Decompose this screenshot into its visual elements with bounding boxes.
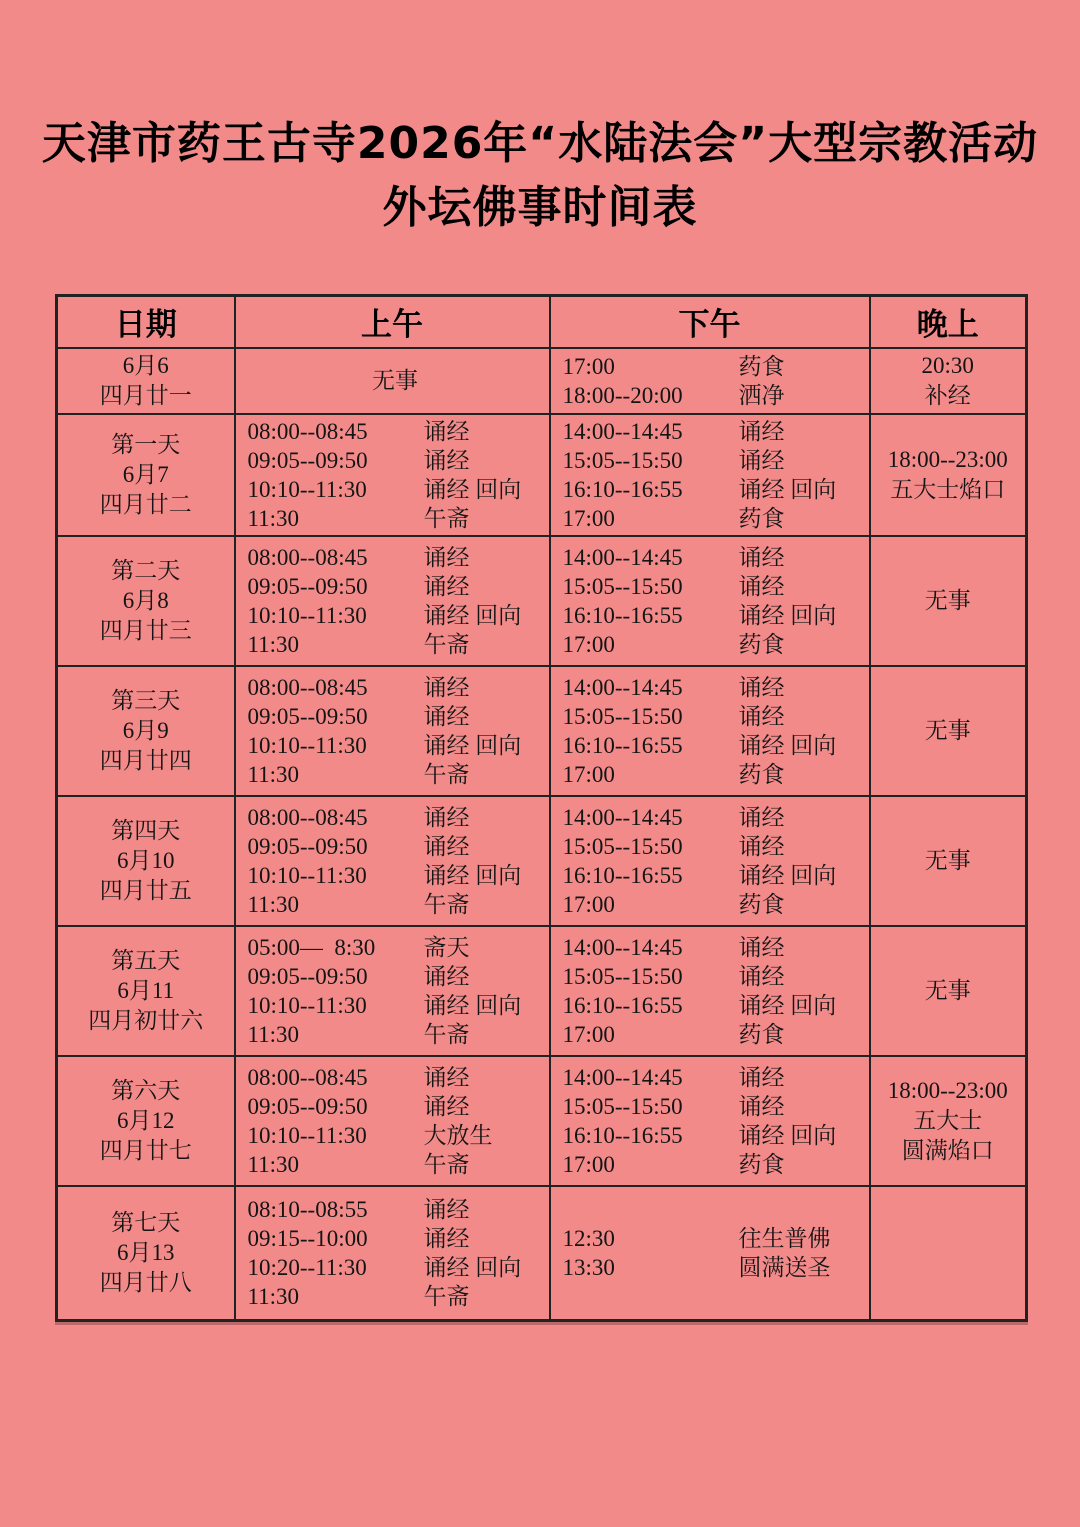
schedule-entry	[563, 1121, 863, 1150]
entry-time: 10:10--11:30	[247, 862, 367, 888]
entry-activity: 诵经	[423, 674, 470, 700]
date-line: 第七天	[111, 1209, 181, 1235]
entry-activity: 诵经	[738, 447, 785, 473]
page-title	[0, 0, 1080, 240]
date-cell	[57, 666, 235, 796]
entry-activity: 诵经 回向	[738, 732, 837, 758]
schedule-entry	[248, 1253, 543, 1282]
entry-time: 16:10--16:55	[562, 476, 683, 502]
schedule-entry	[563, 601, 863, 630]
entry-activity: 斋天	[423, 934, 470, 960]
schedule-entry	[248, 890, 543, 919]
entry-activity: 诵经	[423, 1196, 470, 1222]
entry-time: 17:00	[562, 353, 615, 379]
date-cell	[57, 926, 235, 1056]
entry-activity: 诵经	[738, 1093, 785, 1119]
entry-activity: 诵经 回向	[423, 476, 522, 502]
evening-line: 18:00--23:00	[887, 1077, 1008, 1103]
date-line: 6月11	[117, 977, 175, 1003]
entry-time: 15:05--15:50	[562, 447, 683, 473]
entry-activity: 诵经	[423, 804, 470, 830]
schedule-entry	[248, 861, 543, 890]
entry-activity: 洒净	[738, 382, 785, 408]
evening-cell	[870, 536, 1027, 666]
entry-activity: 诵经	[423, 544, 470, 570]
entry-activity: 诵经	[738, 934, 785, 960]
evening-line: 五大士	[913, 1107, 983, 1133]
table-row	[57, 666, 1027, 796]
schedule-entry	[248, 1121, 543, 1150]
schedule-entry	[248, 1195, 543, 1224]
entry-time: 09:05--09:50	[247, 573, 368, 599]
date-line: 第四天	[111, 817, 181, 843]
schedule-entry	[563, 803, 863, 832]
schedule-entry	[248, 673, 543, 702]
schedule-entry	[563, 832, 863, 861]
evening-line: 补经	[924, 382, 971, 408]
entry-activity: 诵经	[423, 833, 470, 859]
schedule-entry	[563, 543, 863, 572]
entry-time: 15:05--15:50	[562, 963, 683, 989]
afternoon-cell	[550, 796, 870, 926]
entry-activity: 午斋	[423, 1151, 470, 1177]
entry-time: 15:05--15:50	[562, 703, 683, 729]
entry-activity: 药食	[738, 353, 785, 379]
afternoon-cell	[550, 666, 870, 796]
evening-cell	[870, 348, 1027, 414]
entry-activity: 午斋	[423, 1021, 470, 1047]
entry-activity: 午斋	[423, 891, 470, 917]
schedule-entry	[248, 572, 543, 601]
table-row	[57, 926, 1027, 1056]
entry-activity: 药食	[738, 1151, 785, 1177]
entry-activity: 药食	[738, 631, 785, 657]
entry-time: 17:00	[562, 761, 615, 787]
date-line: 四月廿二	[99, 491, 192, 517]
entry-time: 08:10--08:55	[247, 1196, 368, 1222]
header-cell-date: 日期	[57, 296, 235, 348]
entry-activity: 诵经	[423, 1225, 470, 1251]
schedule-entry	[563, 352, 863, 381]
evening-line: 18:00--23:00	[887, 446, 1008, 472]
table-row	[57, 536, 1027, 666]
entry-time: 17:00	[562, 505, 615, 531]
date-cell	[57, 536, 235, 666]
entry-activity: 往生普佛	[738, 1225, 831, 1251]
entry-time: 16:10--16:55	[562, 1122, 683, 1148]
entry-activity: 圆满送圣	[738, 1254, 831, 1280]
entry-time: 05:00— 8:30	[247, 934, 376, 960]
schedule-entry	[248, 417, 543, 446]
entry-time: 09:05--09:50	[247, 963, 368, 989]
schedule-entry	[248, 601, 543, 630]
entry-activity: 诵经	[423, 963, 470, 989]
evening-line: 20:30	[921, 352, 974, 378]
entry-time: 14:00--14:45	[562, 544, 683, 570]
entry-activity: 诵经 回向	[738, 476, 837, 502]
entry-time: 09:05--09:50	[247, 703, 368, 729]
entry-activity: 诵经	[423, 1064, 470, 1090]
entry-time: 15:05--15:50	[562, 573, 683, 599]
entry-time: 15:05--15:50	[562, 833, 683, 859]
morning-cell	[235, 536, 550, 666]
entry-time: 10:10--11:30	[247, 602, 367, 628]
schedule-entry	[248, 832, 543, 861]
entry-time: 09:05--09:50	[247, 447, 368, 473]
schedule-entry	[248, 1150, 543, 1179]
date-cell	[57, 348, 235, 414]
evening-cell	[870, 1056, 1027, 1186]
schedule-entry	[563, 1150, 863, 1179]
no-event-text: 无事	[372, 367, 418, 393]
entry-time: 13:30	[562, 1254, 615, 1280]
date-cell	[57, 1186, 235, 1321]
entry-activity: 诵经	[738, 963, 785, 989]
evening-line: 五大士焰口	[890, 476, 1006, 502]
schedule-entry	[563, 991, 863, 1020]
morning-cell	[235, 1186, 550, 1321]
evening-cell	[870, 1186, 1027, 1321]
entry-time: 08:00--08:45	[247, 1064, 368, 1090]
table-row	[57, 1186, 1027, 1321]
schedule-entry	[248, 760, 543, 789]
entry-activity: 诵经 回向	[423, 602, 522, 628]
entry-activity: 诵经	[423, 418, 470, 444]
entry-activity: 午斋	[423, 505, 470, 531]
schedule-entry	[563, 861, 863, 890]
afternoon-cell	[550, 926, 870, 1056]
entry-activity: 诵经	[738, 1064, 785, 1090]
afternoon-cell	[550, 414, 870, 536]
morning-cell	[235, 796, 550, 926]
entry-activity: 诵经 回向	[423, 1254, 522, 1280]
entry-time: 17:00	[562, 891, 615, 917]
date-line: 6月7	[122, 461, 169, 487]
entry-activity: 诵经 回向	[738, 602, 837, 628]
page-title-line1: 天津市药王古寺2026年“水陆法会”大型宗教活动	[41, 118, 1039, 169]
date-line: 四月廿五	[99, 877, 192, 903]
date-line: 四月廿四	[99, 747, 192, 773]
schedule-entry	[563, 381, 863, 410]
schedule-entry	[563, 962, 863, 991]
entry-time: 09:15--10:00	[247, 1225, 368, 1251]
entry-time: 14:00--14:45	[562, 418, 683, 444]
schedule-entry	[563, 417, 863, 446]
entry-activity: 诵经	[738, 418, 785, 444]
entry-activity: 午斋	[423, 631, 470, 657]
entry-time: 08:00--08:45	[247, 804, 368, 830]
schedule-entry	[248, 630, 543, 659]
entry-time: 08:00--08:45	[247, 674, 368, 700]
entry-activity: 诵经	[738, 573, 785, 599]
no-event-text: 无事	[924, 977, 971, 1003]
schedule-entry	[248, 933, 543, 962]
evening-cell	[870, 666, 1027, 796]
afternoon-cell	[550, 536, 870, 666]
header-cell-afternoon: 下午	[550, 296, 870, 348]
entry-time: 17:00	[562, 631, 615, 657]
schedule-entry	[248, 731, 543, 760]
header-cell-morning: 上午	[235, 296, 550, 348]
header-cell-evening: 晚上	[870, 296, 1027, 348]
entry-time: 11:30	[247, 891, 300, 917]
date-line: 6月8	[122, 587, 169, 613]
entry-activity: 诵经	[738, 674, 785, 700]
schedule-entry	[248, 504, 543, 533]
schedule-entry	[563, 446, 863, 475]
entry-time: 11:30	[247, 505, 300, 531]
entry-activity: 药食	[738, 891, 785, 917]
date-line: 6月13	[117, 1239, 175, 1265]
schedule-entry	[248, 1224, 543, 1253]
schedule-entry	[563, 1224, 863, 1253]
header-row	[57, 296, 1027, 348]
morning-cell	[235, 1056, 550, 1186]
entry-time: 10:20--11:30	[247, 1254, 367, 1280]
schedule-entry	[248, 962, 543, 991]
date-cell	[57, 1056, 235, 1186]
date-line: 第三天	[111, 687, 181, 713]
date-line: 6月10	[117, 847, 175, 873]
morning-cell	[235, 348, 550, 414]
entry-time: 14:00--14:45	[562, 934, 683, 960]
entry-activity: 午斋	[423, 761, 470, 787]
entry-time: 11:30	[247, 761, 300, 787]
no-event-text: 无事	[924, 717, 971, 743]
date-line: 第一天	[111, 431, 181, 457]
schedule-table	[55, 294, 1028, 1322]
entry-activity: 诵经	[423, 447, 470, 473]
entry-time: 16:10--16:55	[562, 862, 683, 888]
afternoon-cell	[550, 348, 870, 414]
table-row	[57, 414, 1027, 536]
entry-time: 11:30	[247, 1283, 300, 1309]
entry-activity: 诵经	[738, 804, 785, 830]
entry-activity: 药食	[738, 761, 785, 787]
entry-activity: 诵经 回向	[423, 862, 522, 888]
schedule-entry	[248, 1020, 543, 1049]
schedule-entry	[563, 1092, 863, 1121]
evening-cell	[870, 414, 1027, 536]
morning-cell	[235, 666, 550, 796]
date-line: 第五天	[111, 947, 181, 973]
entry-time: 11:30	[247, 1151, 300, 1177]
entry-activity: 诵经	[423, 703, 470, 729]
schedule-entry	[563, 760, 863, 789]
morning-cell	[235, 926, 550, 1056]
entry-time: 14:00--14:45	[562, 674, 683, 700]
schedule-entry	[563, 731, 863, 760]
entry-activity: 诵经	[738, 703, 785, 729]
date-line: 四月廿三	[99, 617, 192, 643]
date-line: 6月12	[117, 1107, 175, 1133]
schedule-entry	[563, 572, 863, 601]
entry-time: 14:00--14:45	[562, 1064, 683, 1090]
date-line: 6月9	[122, 717, 169, 743]
entry-time: 08:00--08:45	[247, 418, 368, 444]
entry-activity: 诵经	[738, 544, 785, 570]
schedule-entry	[248, 702, 543, 731]
entry-activity: 诵经	[738, 833, 785, 859]
entry-time: 14:00--14:45	[562, 804, 683, 830]
schedule-entry	[248, 543, 543, 572]
schedule-entry	[248, 446, 543, 475]
entry-activity: 诵经 回向	[738, 992, 837, 1018]
entry-time: 12:30	[562, 1225, 615, 1251]
table-row	[57, 1056, 1027, 1186]
entry-activity: 诵经 回向	[423, 992, 522, 1018]
entry-activity: 诵经 回向	[738, 862, 837, 888]
schedule-entry	[563, 630, 863, 659]
entry-activity: 药食	[738, 505, 785, 531]
entry-time: 10:10--11:30	[247, 476, 367, 502]
schedule-entry	[248, 475, 543, 504]
page-title-line2: 外坛佛事时间表	[382, 182, 698, 233]
date-line: 四月初廿六	[88, 1007, 204, 1033]
entry-time: 15:05--15:50	[562, 1093, 683, 1119]
date-line: 四月廿一	[99, 382, 192, 408]
date-line: 6月6	[122, 352, 169, 378]
entry-activity: 诵经 回向	[423, 732, 522, 758]
entry-time: 11:30	[247, 631, 300, 657]
table-row	[57, 796, 1027, 926]
entry-activity: 诵经 回向	[738, 1122, 837, 1148]
schedule-entry	[248, 1063, 543, 1092]
date-cell	[57, 796, 235, 926]
schedule-entry	[248, 1092, 543, 1121]
schedule-entry	[563, 673, 863, 702]
entry-time: 16:10--16:55	[562, 732, 683, 758]
schedule-entry	[248, 803, 543, 832]
evening-line: 圆满焰口	[901, 1137, 994, 1163]
schedule-entry	[563, 475, 863, 504]
no-event-text: 无事	[924, 587, 971, 613]
schedule-entry	[563, 933, 863, 962]
date-line: 第二天	[111, 557, 181, 583]
evening-cell	[870, 796, 1027, 926]
afternoon-cell	[550, 1056, 870, 1186]
entry-activity: 诵经	[423, 573, 470, 599]
date-line: 四月廿七	[99, 1137, 192, 1163]
evening-cell	[870, 926, 1027, 1056]
schedule-entry	[248, 991, 543, 1020]
schedule-body	[57, 348, 1027, 1321]
entry-time: 08:00--08:45	[247, 544, 368, 570]
date-line: 第六天	[111, 1077, 181, 1103]
schedule-entry	[563, 1253, 863, 1282]
entry-time: 17:00	[562, 1151, 615, 1177]
entry-time: 17:00	[562, 1021, 615, 1047]
schedule-entry	[563, 702, 863, 731]
date-line: 四月廿八	[99, 1269, 192, 1295]
schedule-entry	[248, 1282, 543, 1311]
entry-time: 18:00--20:00	[562, 382, 683, 408]
no-event-text: 无事	[924, 847, 971, 873]
table-row	[57, 348, 1027, 414]
entry-activity: 药食	[738, 1021, 785, 1047]
entry-time: 10:10--11:30	[247, 1122, 367, 1148]
schedule-entry	[563, 1063, 863, 1092]
schedule-entry	[563, 504, 863, 533]
entry-activity: 午斋	[423, 1283, 470, 1309]
entry-time: 09:05--09:50	[247, 833, 368, 859]
entry-time: 11:30	[247, 1021, 300, 1047]
schedule-entry	[563, 1020, 863, 1049]
entry-activity: 诵经	[423, 1093, 470, 1119]
entry-activity: 大放生	[423, 1122, 493, 1148]
morning-cell	[235, 414, 550, 536]
entry-time: 10:10--11:30	[247, 732, 367, 758]
afternoon-cell	[550, 1186, 870, 1321]
entry-time: 09:05--09:50	[247, 1093, 368, 1119]
entry-time: 16:10--16:55	[562, 992, 683, 1018]
entry-time: 10:10--11:30	[247, 992, 367, 1018]
entry-time: 16:10--16:55	[562, 602, 683, 628]
schedule-entry	[563, 890, 863, 919]
date-cell	[57, 414, 235, 536]
